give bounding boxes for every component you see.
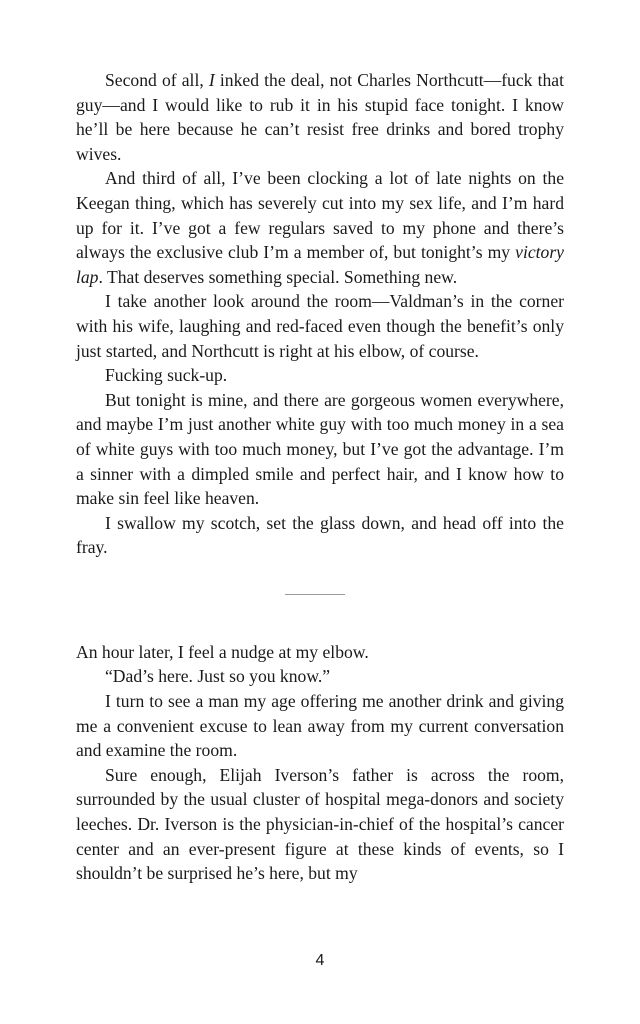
paragraph-text: An hour later, I feel a nudge at my elbow. xyxy=(76,641,369,662)
paragraph-text: But tonight is mine, and there are gorgeous women everywhere, and maybe I’m just another white guy with too much money in a sea of white guys with too much money, but I’ve got the advantage. I’m a sinner with a dimpled smile and perfect hair, and I know how to make sin feel like heaven. xyxy=(76,389,564,509)
section-divider-line xyxy=(285,594,345,595)
paragraph xyxy=(76,363,564,388)
paragraph-text: “Dad’s here. Just so you know.” xyxy=(105,666,331,687)
paragraph-text: . That deserves something special. Something new. xyxy=(98,266,458,287)
italic-text: victory lap xyxy=(76,242,564,287)
paragraph xyxy=(76,388,564,511)
paragraph-text: I swallow my scotch, set the glass down, and head off into the fray. xyxy=(76,512,564,558)
section-break xyxy=(76,560,564,640)
paragraph-text: Second of all, xyxy=(105,70,209,90)
paragraph xyxy=(76,689,564,763)
paragraph xyxy=(76,68,564,166)
paragraph-text: I take another look around the room—Valdman’s in the corner with his wife, laughing and red-faced even though the benefit’s only just started, and Northcutt is right at his elbow, of course. xyxy=(76,291,564,361)
paragraph-text: Sure enough, Elijah Iverson’s father is across the room, surrounded by the usual cluster of hospital mega-donors and society leeches. Dr. Iverson is the physician-in-chief of the hospital’s cancer center and an ever-present figure at these kinds of events, so I shouldn’t be surprised he’s here, but my xyxy=(76,764,564,884)
paragraph xyxy=(76,640,564,665)
paragraph-text: And third of all, I’ve been clocking a lot of late nights on the Keegan thing, which has severely cut into my sex life, and I’m hard up for it. I’ve got a few regulars saved to my phone and there’s always the exclusive club I’m a member of, but tonight’s my xyxy=(76,168,564,263)
page-number: 4 xyxy=(315,952,325,969)
paragraph-text: Fucking suck-up. xyxy=(105,365,228,386)
paragraph xyxy=(76,289,564,363)
paragraph xyxy=(76,511,564,560)
paragraph xyxy=(76,763,564,886)
section-one xyxy=(76,68,564,560)
paragraph-text: I turn to see a man my age offering me another drink and giving me a convenient excuse to lean away from my current conversation and examine the room. xyxy=(76,691,564,761)
paragraph xyxy=(76,166,564,289)
page-body xyxy=(76,68,564,886)
section-two xyxy=(76,640,564,886)
paragraph xyxy=(76,664,564,689)
italic-text: I xyxy=(208,70,215,90)
paragraph-text: inked the deal, not Charles Northcutt—fuck that guy—and I would like to rub it in his stupid face tonight. I know he’ll be here because he can’t resist free drinks and bored trophy wives. xyxy=(76,70,564,164)
